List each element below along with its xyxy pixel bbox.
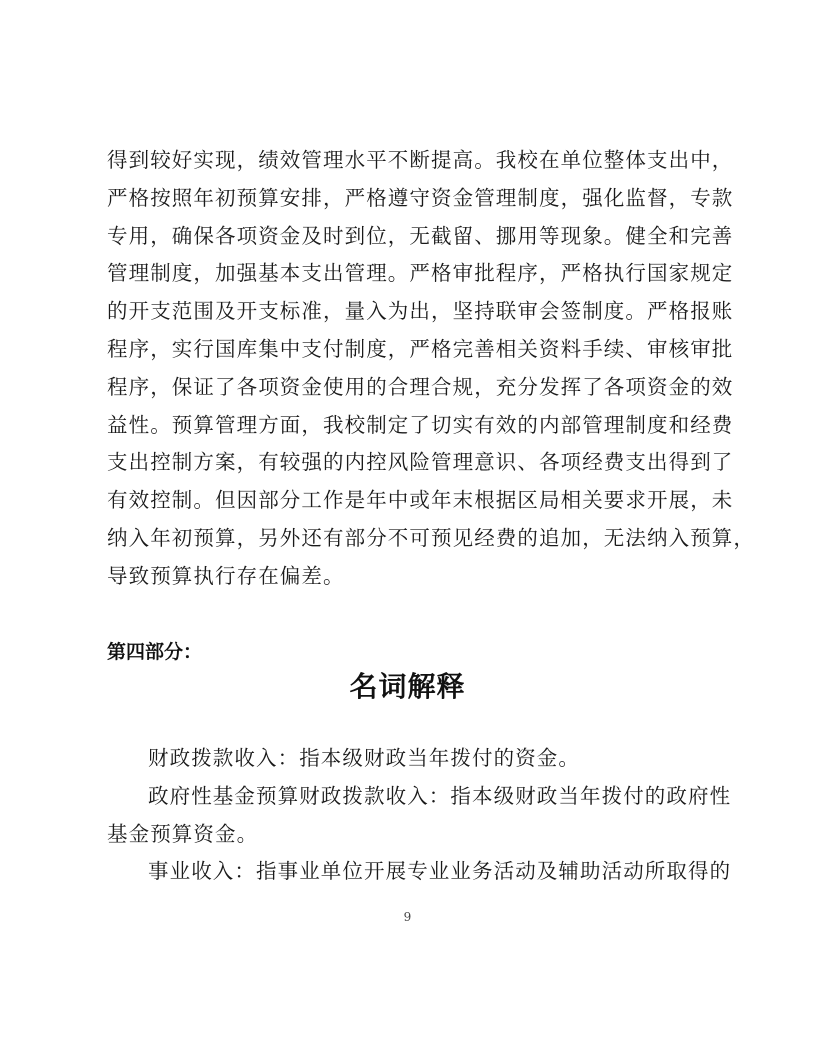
definition-business-income: 事业收入：指事业单位开展专业业务活动及辅助活动所取得的 [148, 859, 732, 884]
page-number: 9 [403, 910, 412, 924]
definition-government-fund-income: 政府性基金预算财政拨款收入：指本级财政当年拨付的政府性 [148, 783, 732, 808]
section-label: 第四部分： [107, 641, 203, 663]
text-line: 得到较好实现，绩效管理水平不断提高。我校在单位整体支出中， [107, 148, 734, 172]
section-title: 名词解释 [349, 670, 466, 703]
text-line: 程序，实行国库集中支付制度，严格完善相关资料手续、审核审批 [107, 336, 734, 361]
text-line: 专用，确保各项资金及时到位，无截留、挪用等现象。健全和完善 [107, 223, 734, 248]
definition-fiscal-appropriation-income: 财政拨款收入：指本级财政当年拨付的资金。 [148, 746, 580, 770]
text-line: 有效控制。但因部分工作是年中或年末根据区局相关要求开展，未 [107, 488, 734, 513]
text-line: 的开支范围及开支标准，量入为出，坚持联审会签制度。严格报账 [107, 299, 734, 324]
text-line: 严格按照年初预算安排，严格遵守资金管理制度，强化监督，专款 [107, 185, 734, 210]
definitions-list [107, 740, 732, 891]
text-line: 导致预算执行存在偏差。 [107, 563, 345, 588]
paragraph-performance-management [107, 142, 755, 596]
text-line: 益性。预算管理方面，我校制定了切实有效的内部管理制度和经费 [107, 412, 734, 437]
text-line: 支出控制方案，有较强的内控风险管理意识、各项经费支出得到了 [107, 450, 734, 475]
text-line: 管理制度，加强基本支出管理。严格审批程序，严格执行国家规定 [107, 261, 734, 286]
definition-government-fund-income-cont: 基金预算资金。 [107, 821, 259, 846]
text-line: 纳入年初预算，另外还有部分不可预见经费的追加，无法纳入预算， [107, 525, 755, 550]
text-line: 程序，保证了各项资金使用的合理合规，充分发挥了各项资金的效 [107, 374, 734, 399]
